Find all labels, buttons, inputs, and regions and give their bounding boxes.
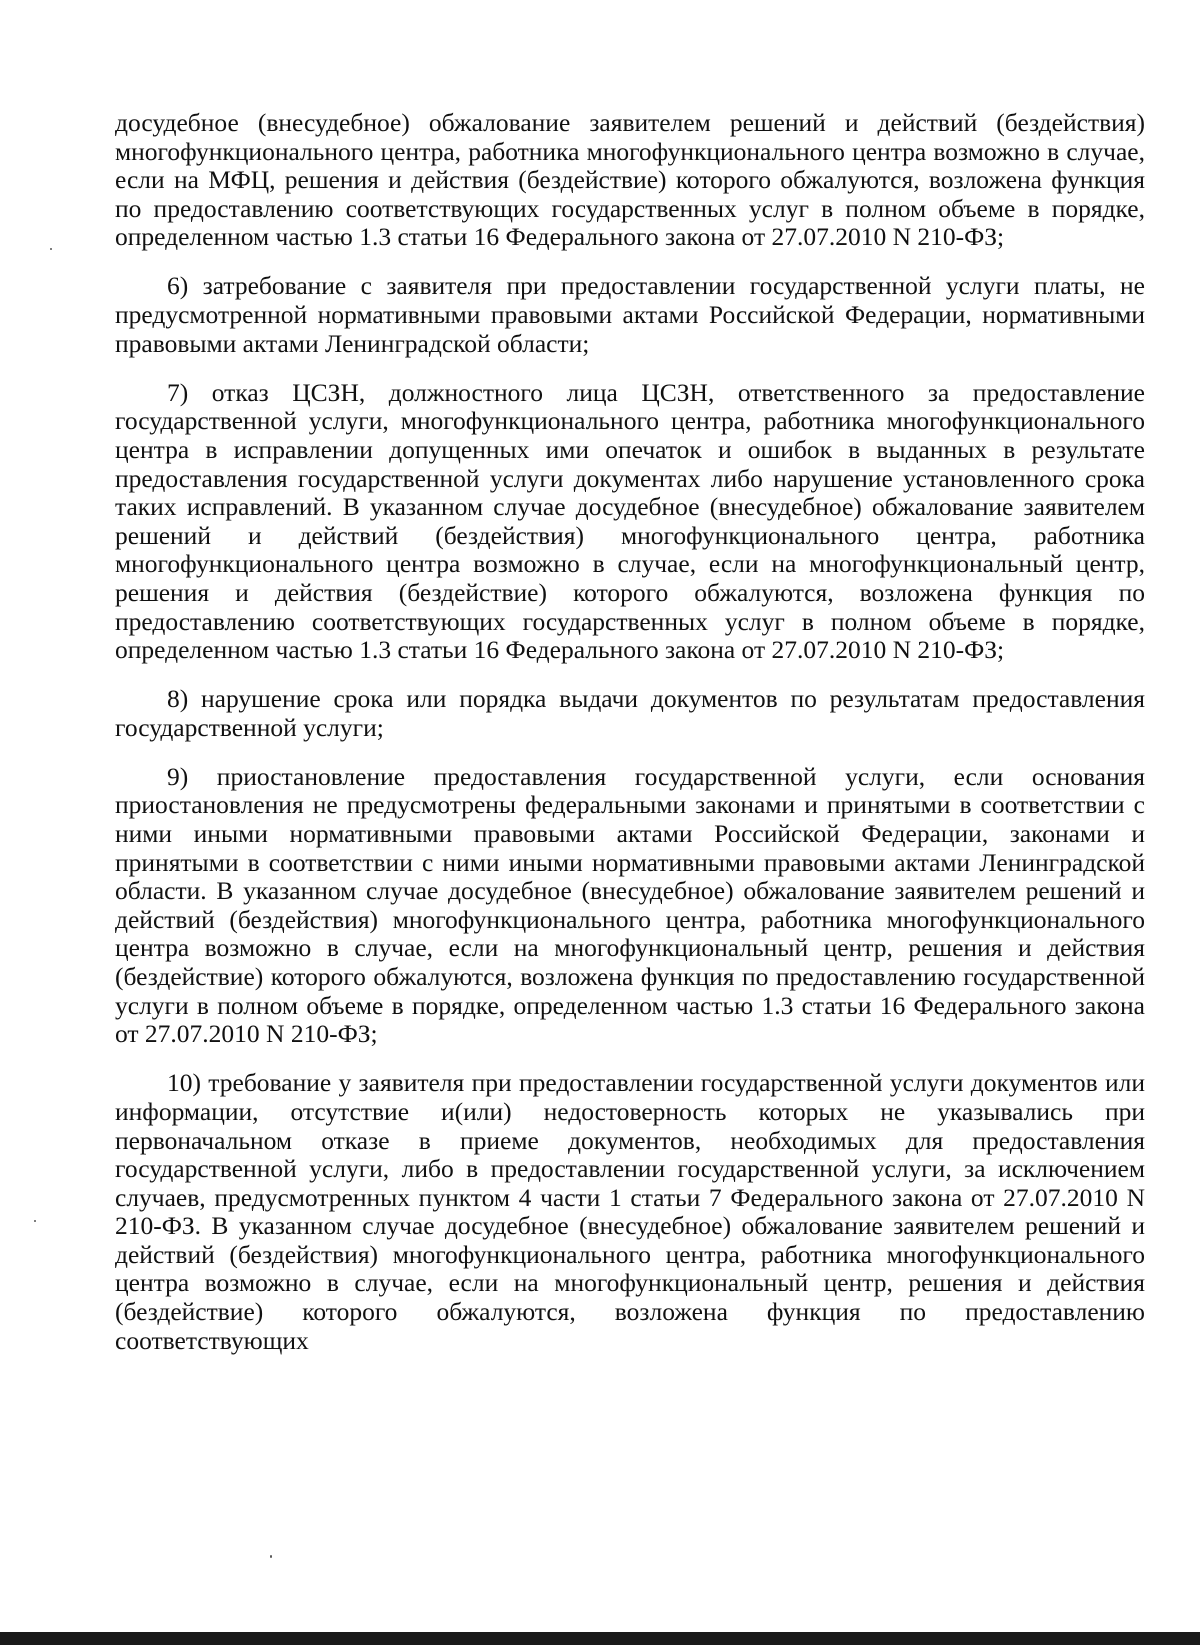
scan-speck <box>34 1220 36 1222</box>
scan-speck <box>270 1555 272 1558</box>
paragraph-item-6: 6) затребование с заявителя при предоставлении государственной услуги платы, не предусмотренной нормативными правовыми актами Российской Федерации, нормативными правовыми актами Ленинградской области; <box>115 271 1145 358</box>
paragraph-item-10: 10) требование у заявителя при предоставлении государственной услуги документов или информации, отсутствие и(или) недостоверность которых не указывались при первоначальном отказе в приеме документов, необходимых для предоставления государственной услуги, либо в предоставлении государственной услуги, за исключением случаев, предусмотренных пунктом 4 части 1 статьи 7 Федерального закона от 27.07.2010 N 210-ФЗ. В указанном случае досудебное (внесудебное) обжалование заявителем решений и действий (бездействия) многофункционального центра, работника многофункционального центра возможно в случае, если на многофункциональный центр, решения и действия (бездействие) которого обжалуются, возложена функция по предоставлению соответствующих <box>115 1068 1145 1355</box>
paragraph-continuation: досудебное (внесудебное) обжалование заявителем решений и действий (бездействия) многофункционального центра, работника многофункционального центра возможно в случае, если на МФЦ, решения и действия (бездействие) которого обжалуются, возложена функция по предоставлению соответствующих государственных услуг в полном объеме в порядке, определенном частью 1.3 статьи 16 Федерального закона от 27.07.2010 N 210-ФЗ; <box>115 108 1145 252</box>
scan-bottom-edge <box>0 1632 1200 1645</box>
paragraph-item-7: 7) отказ ЦСЗН, должностного лица ЦСЗН, ответственного за предоставление государственной услуги, многофункционального центра, работника многофункционального центра в исправлении допущенных ими опечаток и ошибок в выданных в результате предоставления государственной услуги документах либо нарушение установленного срока таких исправлений. В указанном случае досудебное (внесудебное) обжалование заявителем решений и действий (бездействия) многофункционального центра, работника многофункционального центра возможно в случае, если на многофункциональный центр, решения и действия (бездействие) которого обжалуются, возложена функция по предоставлению соответствующих государственных услуг в полном объеме в порядке, определенном частью 1.3 статьи 16 Федерального закона от 27.07.2010 N 210-ФЗ; <box>115 377 1145 665</box>
document-body <box>115 109 1145 1355</box>
scan-speck <box>50 248 52 250</box>
paragraph-item-9: 9) приостановление предоставления государственной услуги, если основания приостановления не предусмотрены федеральными законами и принятыми в соответствии с ними иными нормативными правовыми актами Российской Федерации, законами и принятыми в соответствии с ними иными нормативными правовыми актами Ленинградской области. В указанном случае досудебное (внесудебное) обжалование заявителем решений и действий (бездействия) многофункционального центра, работника многофункционального центра возможно в случае, если на многофункциональный центр, решения и действия (бездействие) которого обжалуются, возложена функция по предоставлению государственной услуги в полном объеме в порядке, определенном частью 1.3 статьи 16 Федерального закона от 27.07.2010 N 210-ФЗ; <box>115 761 1145 1049</box>
paragraph-item-8: 8) нарушение срока или порядка выдачи документов по результатам предоставления государственной услуги; <box>115 684 1145 742</box>
